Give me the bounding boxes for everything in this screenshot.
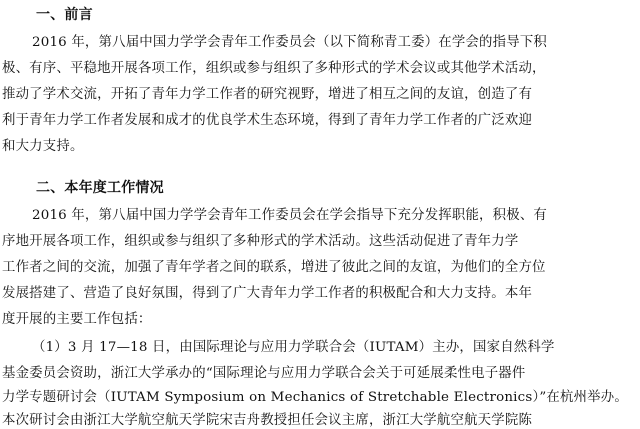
paragraph-line: 极、有序、平稳地开展各项工作，组织或参与组织了多种形式的学术会议或其他学术活动， — [2, 61, 546, 76]
paragraph-line: 力学专题研讨会（IUTAM Symposium on Mechanics of Stretchable Electronics）”在杭州举办。 — [2, 390, 628, 405]
section-heading-preface: 一、前言 — [36, 7, 93, 23]
paragraph-line: 序地开展各项工作，组织或参与组织了多种形式的学术活动。这些活动促进了青年力学 — [2, 234, 519, 249]
section-heading-annual-work: 二、本年度工作情况 — [36, 180, 164, 196]
paragraph-line: 2016 年，第八届中国力学学会青年工作委员会（以下简称青工委）在学会的指导下积 — [32, 35, 548, 50]
paragraph-line: （1）3 月 17—18 日，由国际理论与应用力学联合会（IUTAM）主办，国家自然科学 — [32, 340, 555, 355]
paragraph-line: 工作者之间的交流，加强了青年学者之间的联系，增进了彼此之间的友谊，为他们的全方位 — [2, 260, 546, 275]
paragraph-line: 推动了学术交流，开拓了青年力学工作者的研究视野，增进了相互之间的友谊，创造了有 — [2, 87, 533, 102]
paragraph-line: 发展搭建了、营造了良好氛围，得到了广大青年力学工作者的积极配合和大力支持。本年 — [2, 286, 533, 301]
paragraph-line: 2016 年，第八届中国力学学会青年工作委员会在学会指导下充分发挥职能，积极、有 — [32, 208, 548, 223]
paragraph-line: 度开展的主要工作包括： — [2, 312, 152, 327]
paragraph-line: 利于青年力学工作者发展和成才的优良学术生态环境，得到了青年力学工作者的广泛欢迎 — [2, 113, 533, 128]
paragraph-line: 和大力支持。 — [2, 139, 84, 154]
paragraph-line: 基金委员会资助，浙江大学承办的“国际理论与应用力学联合会关于可延展柔性电子器件 — [2, 366, 526, 381]
paragraph-line: 本次研讨会由浙江大学航空航天学院宋吉舟教授担任会议主席，浙江大学航空航天学院陈 — [2, 413, 533, 428]
